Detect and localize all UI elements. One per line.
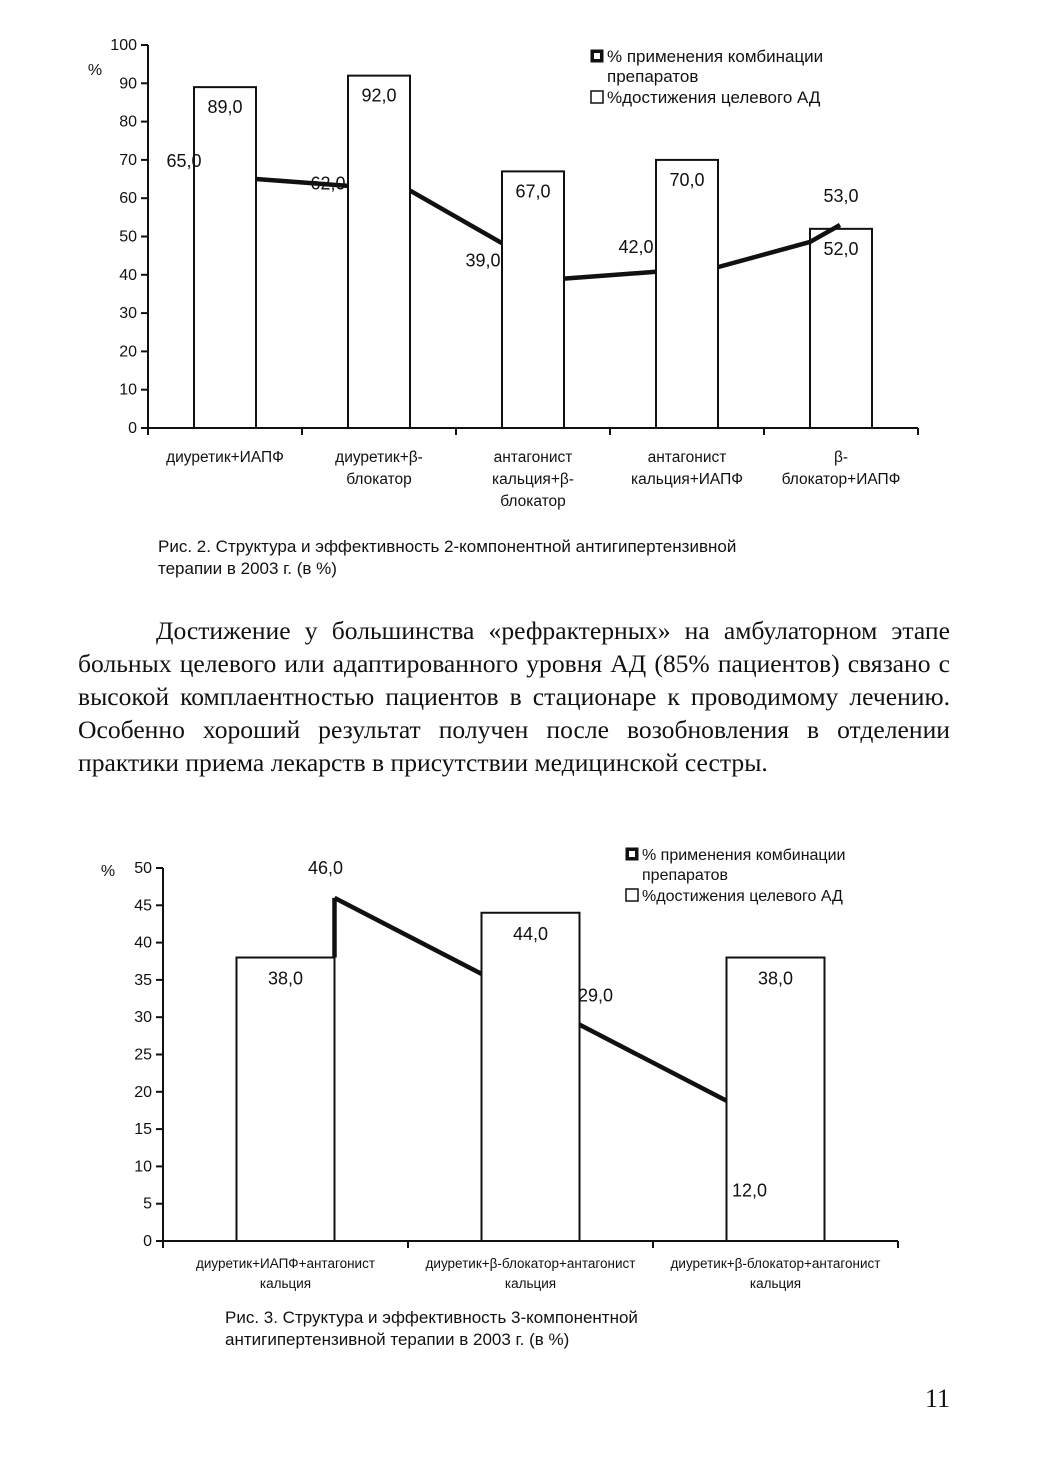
legend-label: %достижения целевого АД [607,88,821,107]
line-segment [335,898,482,974]
y-tick-label: 20 [119,343,137,361]
y-tick-label: 40 [134,934,152,952]
y-tick-label: 20 [134,1083,152,1101]
category-label: кальция [749,1276,802,1291]
y-tick-label: 35 [134,971,152,989]
legend-swatch-inner [594,53,600,59]
legend-label: % применения комбинации [607,47,824,66]
bar-value-label: 44,0 [512,923,549,944]
legend-label: препаратов [607,67,699,86]
y-tick-label: 5 [143,1195,152,1213]
category-label: блокатор+ИАПФ [781,471,901,488]
figure-3-caption-line-2: антигипертензивной терапии в 2003 г. (в %) [225,1330,570,1349]
bar-value-label: 38,0 [757,968,794,989]
line-value-label: 62,0 [310,173,346,194]
figure-2-caption [158,536,736,580]
category-label: кальция [259,1276,312,1291]
category-label: диуретик+β- [335,449,423,466]
page-number: 11 [925,1384,951,1413]
figure-2-caption-line-1: Рис. 2. Структура и эффективность 2-компонентной антигипертензивной [158,537,737,556]
y-tick-label: 50 [119,228,137,246]
line-value-label: 42,0 [618,237,654,258]
legend-swatch-inner [629,851,635,857]
bar [656,160,718,428]
category-label: кальция [504,1276,557,1291]
category-label: диуретик+ИАПФ [166,449,284,466]
y-tick-label: 45 [134,897,152,915]
category-label: кальция+ИАПФ [630,471,744,488]
legend-label: % применения комбинации [642,847,846,864]
y-tick-label: 10 [134,1158,152,1176]
line-segment [410,191,502,244]
figure-3-caption-line-1: Рис. 3. Структура и эффективность 3-компонентной [225,1308,638,1327]
y-tick-label: 30 [119,305,137,323]
legend-swatch-bar-series [591,91,603,103]
line-value-label: 39,0 [465,250,501,271]
y-tick-label: 25 [134,1046,152,1064]
line-value-label: 46,0 [307,857,344,878]
category-label: β- [833,449,849,466]
category-label: кальция+β- [492,471,574,488]
bar [237,958,335,1241]
category-label: антагонист [647,449,727,466]
y-axis-label: % [100,863,116,880]
y-tick-label: 15 [134,1121,152,1139]
legend-swatch-bar-series [626,889,638,901]
bar-value-label: 67,0 [515,181,551,202]
bar-value-label: 89,0 [207,97,243,118]
y-tick-label: 40 [119,266,137,284]
bar [482,913,580,1241]
figure-2-chart [0,20,1039,520]
y-tick-label: 90 [119,75,137,93]
y-tick-label: 0 [128,420,137,437]
category-label: блокатор [500,493,566,510]
category-label: диуретик+ИАПФ+антагонист [195,1256,376,1271]
bar-value-label: 70,0 [669,169,705,190]
bar-value-label: 92,0 [361,85,397,106]
y-tick-label: 100 [110,37,137,54]
category-label: диуретик+β-блокатор+антагонист [670,1256,881,1271]
line-segment [718,242,810,267]
line-segment [564,272,656,279]
y-tick-label: 50 [134,860,152,877]
bar [502,171,564,428]
line-value-label: 29,0 [577,985,614,1006]
figure-3-chart [0,835,1039,1300]
y-tick-label: 30 [134,1009,152,1027]
line-segment [580,1025,727,1101]
line-value-label: 65,0 [166,151,202,172]
y-axis-label: % [87,62,103,79]
line-value-label: 53,0 [823,186,859,207]
category-label: диуретик+β-блокатор+антагонист [425,1256,636,1271]
y-tick-label: 70 [119,151,137,169]
category-label: антагонист [493,449,573,466]
y-tick-label: 60 [119,190,137,208]
bar [348,76,410,428]
y-tick-label: 0 [143,1233,152,1250]
y-tick-label: 80 [119,113,137,131]
bar-value-label: 52,0 [823,238,859,259]
figure-2-caption-line-2: терапии в 2003 г. (в %) [158,559,337,578]
category-label: блокатор [346,471,412,488]
bar-value-label: 38,0 [267,968,304,989]
figure-3-caption [225,1307,638,1351]
legend-label: %достижения целевого АД [642,888,843,905]
y-tick-label: 10 [119,381,137,399]
body-paragraph: Достижение у большинства «рефрактерных» на амбулаторном этапе больных целевого или адаптированного уровня АД (85% пациентов) связано с высокой комплаентностью пациентов в стационаре к проводимому лечению. Особенно хороший результат получен после возобновления в отделении практики приема лекарств в присутствии медицинской сестры. [78,616,950,777]
bar [194,87,256,428]
legend-label: препаратов [642,867,729,884]
line-value-label: 12,0 [731,1180,768,1201]
